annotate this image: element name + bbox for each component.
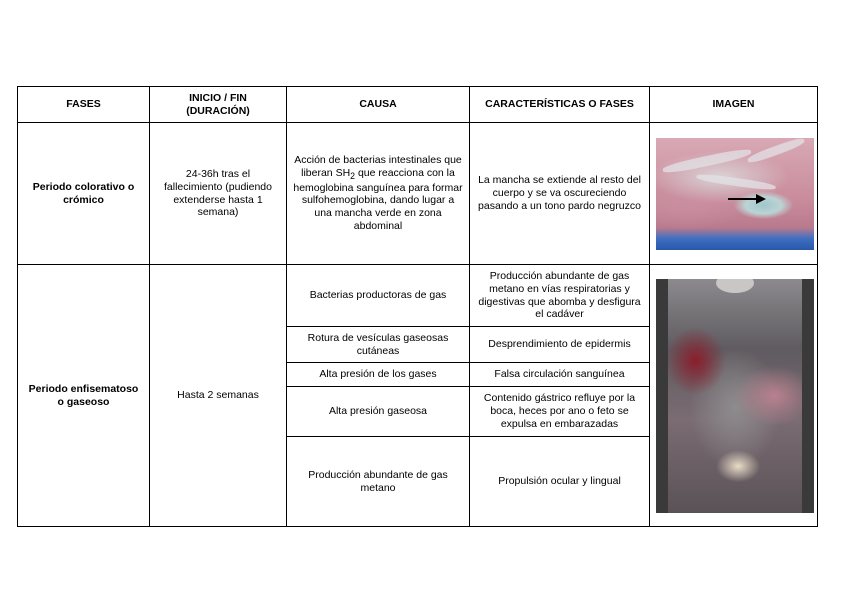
cromico-photo [656,138,814,250]
cause-cromico-text-rest: que reacciona con la hemoglobina sanguínea para formar sulfohemoglobina, dando lugar a una mancha verde en zona abdominal [293,166,463,233]
characteristic-enfisematoso-5: Propulsión ocular y lingual [470,437,650,527]
header-causa: CAUSA [287,87,470,123]
decomposition-phases-table [17,86,818,527]
phase-enfisematoso: Periodo enfisematoso o gaseoso [18,265,150,527]
characteristic-enfisematoso-2: Desprendimiento de epidermis [470,327,650,363]
cause-enfisematoso-3: Alta presión de los gases [287,363,470,387]
row-enfisematoso-1 [18,265,818,327]
characteristics-cromico: La mancha se extiende al resto del cuerpo y se va oscureciendo pasando a un tono pardo negruzco [470,123,650,265]
characteristic-enfisematoso-4: Contenido gástrico refluye por la boca, heces por ano o feto se expulsa en embarazadas [470,387,650,437]
cause-enfisematoso-1: Bacterias productoras de gas [287,265,470,327]
phase-cromico: Periodo colorativo o crómico [18,123,150,265]
characteristic-enfisematoso-3: Falsa circulación sanguínea [470,363,650,387]
cause-enfisematoso-5: Producción abundante de gas metano [287,437,470,527]
header-fases: FASES [18,87,150,123]
photo-side-shade [656,279,668,513]
image-cell-cromico [650,123,818,265]
cause-cromico-subscript: 2 [350,171,356,182]
enfisematoso-photo [656,279,814,513]
cause-cromico [287,123,470,265]
photo-head-shape [716,279,754,293]
cause-enfisematoso-4: Alta presión gaseosa [287,387,470,437]
image-cell-enfisematoso [650,265,818,527]
cause-cromico-text: Acción de bacterias intestinales que liberan SH [294,154,462,179]
duration-enfisematoso: Hasta 2 semanas [150,265,287,527]
cause-enfisematoso-2: Rotura de vesículas gaseosas cutáneas [287,327,470,363]
header-caracteristicas: CARACTERÍSTICAS O FASES [470,87,650,123]
header-row [18,87,818,123]
arrow-icon [656,138,814,250]
row-cromico [18,123,818,265]
header-imagen: IMAGEN [650,87,818,123]
duration-cromico: 24-36h tras el fallecimiento (pudiendo extenderse hasta 1 semana) [150,123,287,265]
photo-side-shade [802,279,814,513]
header-inicio-fin: INICIO / FIN (DURACIÓN) [150,87,287,123]
characteristic-enfisematoso-1: Producción abundante de gas metano en vías respiratorias y digestivas que abomba y desfigura el cadáver [470,265,650,327]
